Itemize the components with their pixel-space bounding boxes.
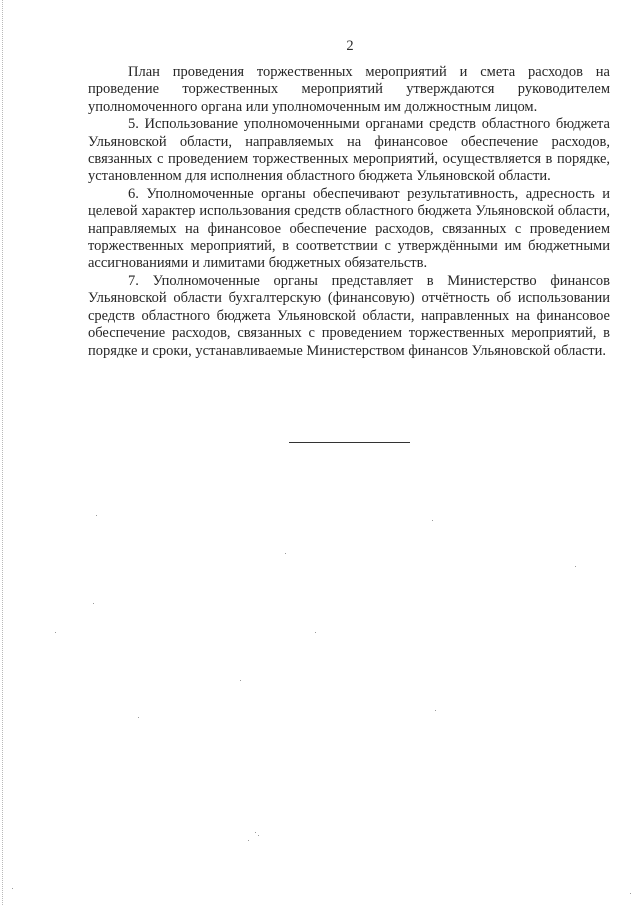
scan-speck	[12, 888, 13, 889]
scan-speck	[138, 717, 139, 718]
scan-speck	[248, 840, 249, 841]
scan-speck	[258, 835, 259, 836]
scan-speck	[435, 710, 436, 711]
scan-speck	[575, 566, 576, 567]
scan-speck	[93, 603, 94, 604]
scan-edge-artifact	[2, 0, 3, 905]
scan-speck	[240, 680, 241, 681]
scan-speck	[630, 893, 631, 894]
scan-speck	[432, 520, 433, 521]
paragraph-plan: План проведения торжественных мероприятий и смета расходов на проведение торжественных мероприятий утверждаются руководителем уполномоченного органа или уполномоченным им должностным лицом.	[88, 64, 610, 115]
document-body	[88, 64, 610, 360]
paragraph-6: 6. Уполномоченные органы обеспечивают результативность, адресность и целевой характер использования средств областного бюджета Ульяновской области, направляемых на финансовое обеспечение расходов, связанных с проведением торжественных мероприятий, в соответствии с утверждёнными им бюджетными ассигнованиями и лимитами бюджетных обязательств.	[88, 185, 610, 272]
paragraph-7: 7. Уполномоченные органы представляет в Министерство финансов Ульяновской области бухгалтерскую (финансовую) отчётность об использовании средств областного бюджета Ульяновской области, направленных на финансовое обеспечение расходов, связанных с проведением торжественных мероприятий, в порядке и сроки, устанавливаемые Министерством финансов Ульяновской области.	[88, 272, 610, 359]
scan-speck	[285, 553, 286, 554]
paragraph-5: 5. Использование уполномоченными органами средств областного бюджета Ульяновской области, направляемых на финансовое обеспечение расходов, связанных с проведением торжественных мероприятий, осуществляется в порядке, установленном для исполнения областного бюджета Ульяновской области.	[88, 116, 610, 185]
scan-speck	[315, 632, 316, 633]
scan-speck	[255, 832, 256, 833]
scan-speck	[96, 515, 97, 516]
page-number: 2	[346, 38, 354, 54]
scan-speck	[55, 632, 56, 633]
closing-rule-divider	[289, 442, 410, 443]
